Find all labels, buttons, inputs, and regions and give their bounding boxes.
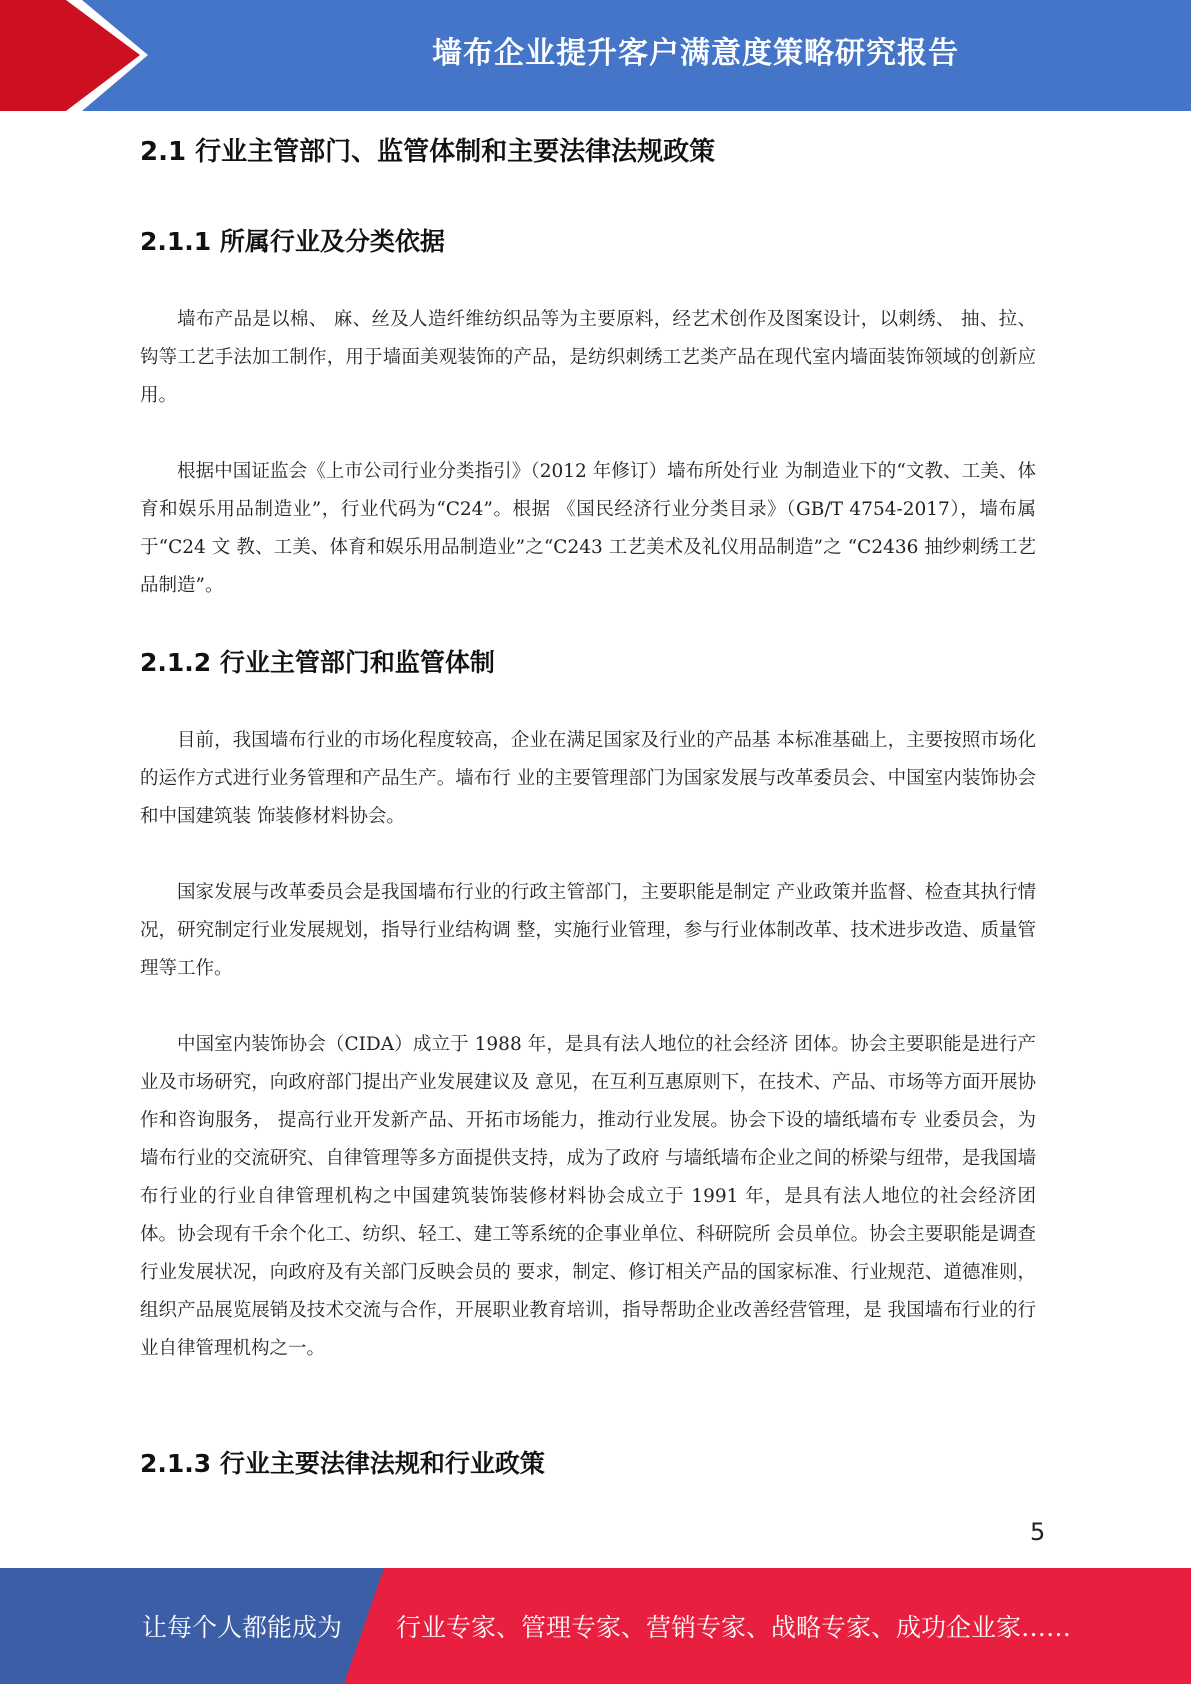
footer-slogan-right: 行业专家、管理专家、营销专家、战略专家、成功企业家…… xyxy=(396,1613,1072,1642)
section-heading-2-1: 2.1 行业主管部门、监管体制和主要法律法规政策 xyxy=(140,137,716,167)
page-number: 5 xyxy=(1030,1518,1046,1546)
paragraph-2-1-1-b: 根据中国证监会《上市公司行业分类指引》（2012 年修订）墙布所处行业 为制造业下的“文教、工美、体育和娱乐用品制造业”，行业代码为“C24”。根据 《国民经济行业分类目录》（GB/T 4754-2017），墙布属于“C24 文 教、工美、体育和娱乐用品制造业”之“C243 工艺美术及礼仪用品制造”之 “C2436 抽纱刺绣工艺品制造”。 xyxy=(140,461,1036,596)
page-header xyxy=(0,0,1191,111)
report-title: 墙布企业提升客户满意度策略研究报告 xyxy=(432,36,959,71)
paragraph-2-1-2-c: 中国室内装饰协会（CIDA）成立于 1988 年，是具有法人地位的社会经济 团体。协会主要职能是进行产业及市场研究，向政府部门提出产业发展建议及 意见，在互利互惠原则下，在技术、产品、市场等方面开展协作和咨询服务， 提高行业开发新产品、开拓市场能力，推动行业发展。协会下设的墙纸墙布专 业委员会，为墙布行业的交流研究、自律管理等多方面提供支持，成为了政府 与墙纸墙布企业之间的桥梁与纽带，是我国墙布行业的行业自律管理机构之中国建筑装饰装修材料协会成立于 1991 年，是具有法人地位的社会经济团 体。协会现有千余个化工、纺织、轻工、建工等系统的企事业单位、科研院所 会员单位。协会主要职能是调查行业发展状况，向政府及有关部门反映会员的 要求，制定、修订相关产品的国家标准、行业规范、道德准则，组织产品展览展销及技术交流与合作，开展职业教育培训，指导帮助企业改善经营管理，是 我国墙布行业的行业自律管理机构之一。 xyxy=(140,1034,1036,1359)
section-heading-2-1-1: 2.1.1 所属行业及分类依据 xyxy=(140,227,445,256)
paragraph-2-1-1-a: 墙布产品是以棉、 麻、丝及人造纤维纺织品等为主要原料，经艺术创作及图案设计，以刺绣、 抽、拉、钩等工艺手法加工制作，用于墙面美观装饰的产品，是纺织刺绣工艺类产品在现代室内墙面装饰领域的创新应用。 xyxy=(140,309,1036,406)
paragraph-2-1-2-a: 目前，我国墙布行业的市场化程度较高，企业在满足国家及行业的产品基 本标准基础上，主要按照市场化的运作方式进行业务管理和产品生产。墙布行 业的主要管理部门为国家发展与改革委员会、中国室内装饰协会和中国建筑装 饰装修材料协会。 xyxy=(140,730,1036,827)
footer-slogan-left: 让每个人都能成为 xyxy=(142,1613,343,1642)
paragraph-2-1-2-b: 国家发展与改革委员会是我国墙布行业的行政主管部门，主要职能是制定 产业政策并监督、检查其执行情况，研究制定行业发展规划，指导行业结构调 整，实施行业管理，参与行业体制改革、技术进步改造、质量管理等工作。 xyxy=(140,882,1036,979)
section-heading-2-1-2: 2.1.2 行业主管部门和监管体制 xyxy=(140,648,495,677)
section-heading-2-1-3: 2.1.3 行业主要法律法规和行业政策 xyxy=(140,1449,545,1478)
page-footer xyxy=(0,1568,1191,1684)
